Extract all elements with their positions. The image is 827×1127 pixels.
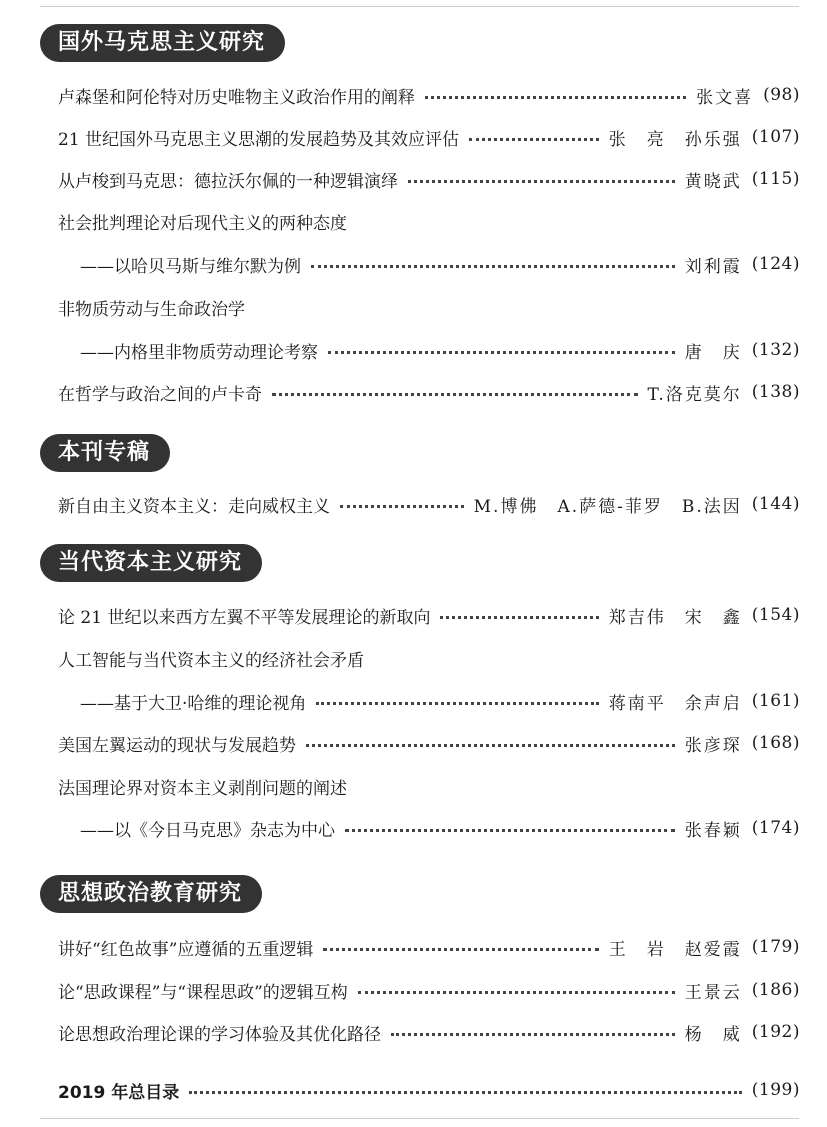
entry-title: 2019 年总目录 <box>58 1082 180 1103</box>
entry-title: 人工智能与当代资本主义的经济社会矛盾 <box>58 650 364 671</box>
toc-entry-main-title[interactable] <box>58 643 800 673</box>
entry-page: (192) <box>751 1022 800 1042</box>
entry-page: (174) <box>751 818 800 838</box>
entry-title: 新自由主义资本主义：走向威权主义 <box>58 496 330 517</box>
dot-leader <box>440 616 598 619</box>
entry-author: 黄晓武 <box>684 171 742 192</box>
toc-entry-subtitle[interactable] <box>58 813 800 843</box>
entry-author: 刘利霞 <box>684 256 742 277</box>
dot-leader <box>391 1033 675 1036</box>
entry-title: 21 世纪国外马克思主义思潮的发展趋势及其效应评估 <box>58 129 460 150</box>
entry-author: 张文喜 <box>696 87 754 108</box>
entry-page: (161) <box>751 691 800 711</box>
dot-leader <box>189 1091 742 1094</box>
entry-page: (124) <box>751 254 800 274</box>
entry-author: 张春颖 <box>684 820 742 841</box>
entry-title: 美国左翼运动的现状与发展趋势 <box>58 735 296 756</box>
toc-entry[interactable] <box>58 489 800 519</box>
entry-page: (144) <box>751 494 800 514</box>
toc-entry[interactable] <box>58 975 800 1005</box>
dot-leader <box>323 948 598 951</box>
entry-title: 论 21 世纪以来西方左翼不平等发展理论的新取向 <box>58 607 431 628</box>
toc-entry-subtitle[interactable] <box>58 686 800 716</box>
toc-entry-main-title[interactable] <box>58 292 800 322</box>
entry-page: (179) <box>751 937 800 957</box>
section-header-contemporary-capitalism: 当代资本主义研究 <box>40 544 262 582</box>
toc-entry[interactable] <box>58 122 800 152</box>
entry-title: 论思想政治理论课的学习体验及其优化路径 <box>58 1024 381 1045</box>
bottom-rule <box>40 1118 799 1119</box>
dot-leader <box>328 351 675 354</box>
entry-title: 讲好“红色故事”应遵循的五重逻辑 <box>58 939 314 960</box>
entry-title: 在哲学与政治之间的卢卡奇 <box>58 384 262 405</box>
entry-author: M.博佛 A.萨德-菲罗 B.法因 <box>473 496 742 517</box>
entry-page: (199) <box>751 1080 800 1100</box>
dot-leader <box>311 265 675 268</box>
entry-author: 杨 威 <box>684 1024 742 1045</box>
entry-author: 唐 庆 <box>684 342 742 363</box>
dot-leader <box>306 744 675 747</box>
entry-page: (168) <box>751 733 800 753</box>
dot-leader <box>358 991 675 994</box>
entry-title: 从卢梭到马克思：德拉沃尔佩的一种逻辑演绎 <box>58 171 398 192</box>
entry-page: (115) <box>751 169 800 189</box>
entry-title: 非物质劳动与生命政治学 <box>58 299 245 320</box>
toc-entry[interactable] <box>58 932 800 962</box>
dot-leader <box>345 829 675 832</box>
dot-leader <box>272 393 638 396</box>
entry-page: (154) <box>751 605 800 625</box>
section-header-special-articles: 本刊专稿 <box>40 434 170 472</box>
entry-subtitle: ——以《今日马克思》杂志为中心 <box>80 820 335 841</box>
entry-title: 论“思政课程”与“课程思政”的逻辑互构 <box>58 982 348 1003</box>
entry-subtitle: ——基于大卫·哈维的理论视角 <box>80 693 307 714</box>
entry-page: (98) <box>763 85 800 105</box>
dot-leader <box>316 702 598 705</box>
toc-entry-main-title[interactable] <box>58 771 800 801</box>
entry-author: 郑吉伟 宋 鑫 <box>608 607 742 628</box>
top-rule <box>40 6 799 7</box>
entry-subtitle: ——内格里非物质劳动理论考察 <box>80 342 318 363</box>
entry-author: 张彦琛 <box>684 735 742 756</box>
toc-entry-annual-index[interactable] <box>58 1075 800 1105</box>
entry-page: (138) <box>751 382 800 402</box>
toc-entry[interactable] <box>58 600 800 630</box>
toc-entry-subtitle[interactable] <box>58 335 800 365</box>
dot-leader <box>469 138 599 141</box>
entry-subtitle: ——以哈贝马斯与维尔默为例 <box>80 256 301 277</box>
toc-entry[interactable] <box>58 377 800 407</box>
toc-entry-subtitle[interactable] <box>58 249 800 279</box>
toc-entry-main-title[interactable] <box>58 206 800 236</box>
dot-leader <box>408 180 675 183</box>
entry-page: (107) <box>751 127 800 147</box>
dot-leader <box>340 505 464 508</box>
entry-author: T.洛克莫尔 <box>647 384 742 405</box>
entry-page: (186) <box>751 980 800 1000</box>
toc-entry[interactable] <box>58 728 800 758</box>
entry-title: 法国理论界对资本主义剥削问题的阐述 <box>58 778 347 799</box>
entry-author: 王 岩 赵爱霞 <box>608 939 742 960</box>
entry-title: 社会批判理论对后现代主义的两种态度 <box>58 213 347 234</box>
toc-entry[interactable] <box>58 164 800 194</box>
section-header-foreign-marxism: 国外马克思主义研究 <box>40 24 285 62</box>
toc-entry[interactable] <box>58 80 800 110</box>
entry-author: 王景云 <box>684 982 742 1003</box>
entry-author: 张 亮 孙乐强 <box>608 129 742 150</box>
toc-entry[interactable] <box>58 1017 800 1047</box>
dot-leader <box>425 96 686 99</box>
entry-author: 蒋南平 余声启 <box>608 693 742 714</box>
section-header-ideological-education: 思想政治教育研究 <box>40 875 262 913</box>
entry-page: (132) <box>751 340 800 360</box>
entry-title: 卢森堡和阿伦特对历史唯物主义政治作用的阐释 <box>58 87 415 108</box>
